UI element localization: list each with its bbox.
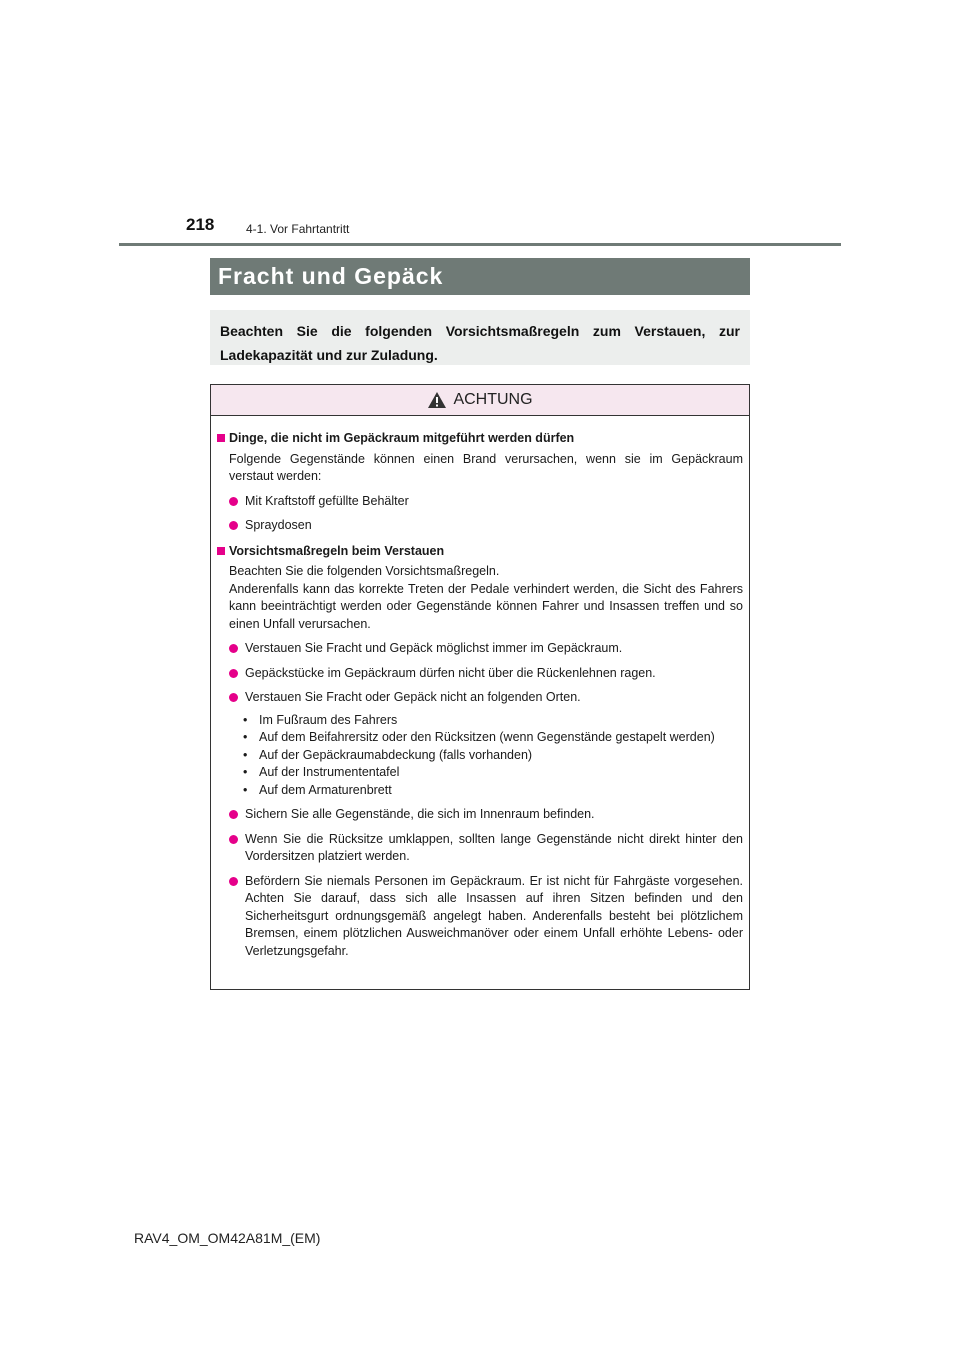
square-bullet-icon (217, 547, 225, 555)
sub-list-item-text: Auf der Instrumententafel (259, 765, 400, 779)
list-item-text: Befördern Sie niemals Personen im Gepäckraum. Er ist nicht für Fahrgäste vorgesehen. Achten Sie darauf, dass sich alle Insassen auf ihren Sitzen befinden und den Sicherheitsgurt ordnungsgemäß angelegt haben. Anderenfalls besteht bei plötzlichem Bremsen, einem plötzlichen Ausweichmanöver oder einem Unfall erhöhte Lebens- oder Verletzungsgefahr. (245, 873, 743, 958)
sub-list-item-text: Auf der Gepäckraumabdeckung (falls vorhanden) (259, 747, 533, 762)
list-item (217, 873, 743, 961)
sub-list-item-text: Im Fußraum des Fahrers (259, 712, 398, 727)
list-item-text: Sichern Sie alle Gegenstände, die sich im Innenraum befinden. (245, 807, 595, 821)
sub-list-item: • Im Fußraum des Fahrers (243, 712, 743, 730)
circle-bullet-icon (229, 669, 238, 678)
list-item-text: Verstauen Sie Fracht und Gepäck möglichst immer im Gepäckraum. (245, 641, 623, 655)
list-item (217, 689, 743, 707)
list-item (217, 493, 743, 511)
sub-list-item-text: Auf dem Beifahrersitz oder den Rücksitzen (wenn Gegenstände gestapelt werden) (259, 730, 715, 744)
sub-list-item-text: Auf dem Armaturenbrett (259, 782, 392, 797)
sub-list-item: • Auf der Instrumententafel (243, 764, 743, 782)
list-item-text: Wenn Sie die Rücksitze umklappen, sollten lange Gegenstände nicht direkt hinter den Vordersitzen platziert werden. (245, 831, 743, 863)
section-heading-text: Dinge, die nicht im Gepäckraum mitgeführt werden dürfen (229, 431, 575, 445)
paragraph: Anderenfalls kann das korrekte Treten der Pedale verhindert werden, die Sicht des Fahrers kann beeinträchtigt werden oder Gegenstände können Fahrer und Insassen treffen und so einen Unfall verursachen. (229, 581, 743, 631)
circle-bullet-icon (229, 877, 238, 886)
paragraph: Beachten Sie die folgenden Vorsichtsmaßregeln. (229, 564, 500, 578)
header-rule (119, 243, 841, 246)
document-code: RAV4_OM_OM42A81M_(EM) (134, 1230, 321, 1246)
sub-list-item: • Auf der Gepäckraumabdeckung (falls vorhanden) (243, 747, 743, 765)
warning-label: ACHTUNG (453, 391, 533, 408)
circle-bullet-icon (229, 497, 238, 506)
section-heading-text: Vorsichtsmaßregeln beim Verstauen (229, 543, 445, 558)
warning-box (210, 384, 750, 990)
list-item (217, 640, 743, 658)
page-title: Fracht und Gepäck (210, 258, 750, 295)
circle-bullet-icon (229, 521, 238, 530)
warning-triangle-icon (427, 391, 447, 409)
paragraph: Folgende Gegenstände können einen Brand verursachen, wenn sie im Gepäckraum verstaut werden: (229, 451, 743, 483)
list-item-text: Gepäckstücke im Gepäckraum dürfen nicht über die Rückenlehnen ragen. (245, 665, 656, 680)
list-item-text: Verstauen Sie Fracht oder Gepäck nicht an folgenden Orten. (245, 690, 581, 704)
list-item-text: Spraydosen (245, 518, 312, 532)
section-heading (217, 543, 743, 561)
page-number: 218 (186, 215, 215, 234)
list-item (217, 665, 743, 683)
circle-bullet-icon (229, 810, 238, 819)
circle-bullet-icon (229, 644, 238, 653)
list-item (217, 517, 743, 535)
list-item (217, 806, 743, 824)
circle-bullet-icon (229, 693, 238, 702)
list-item-text: Mit Kraftstoff gefüllte Behälter (245, 493, 409, 508)
section-heading (217, 430, 743, 448)
sub-list-item: • Auf dem Beifahrersitz oder den Rücksitzen (wenn Gegenstände gestapelt werden) (243, 729, 743, 747)
sub-list-item: • Auf dem Armaturenbrett (243, 782, 743, 800)
circle-bullet-icon (229, 835, 238, 844)
section-reference: 4-1. Vor Fahrtantritt (246, 222, 350, 236)
square-bullet-icon (217, 434, 225, 442)
sub-list (217, 712, 743, 800)
intro-text: Beachten Sie die folgenden Vorsichtsmaßregeln zum Verstauen, zur Ladekapazität und zur Zuladung. (210, 310, 750, 365)
list-item (217, 831, 743, 866)
warning-body (211, 416, 749, 960)
warning-header (211, 385, 749, 416)
